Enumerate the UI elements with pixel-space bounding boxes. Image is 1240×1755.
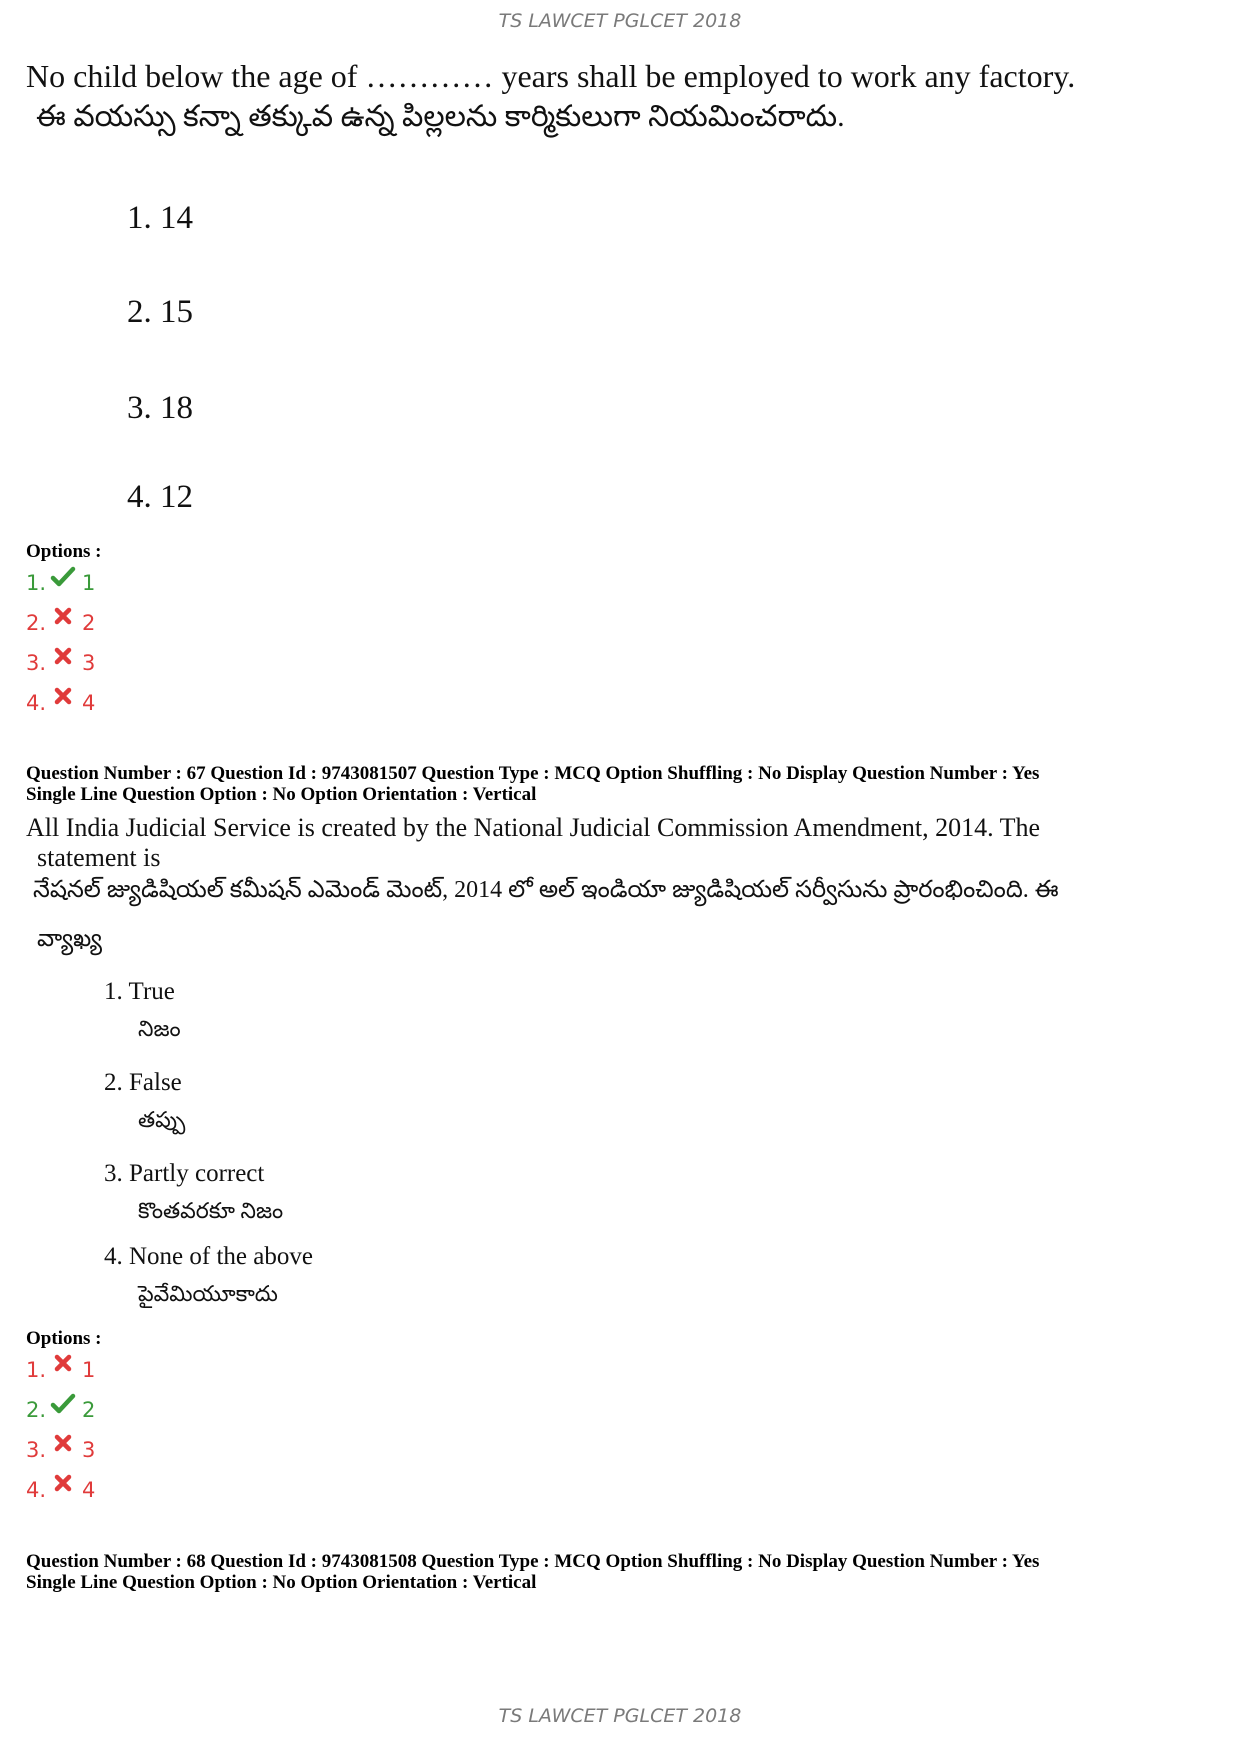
q67-option-1: [26, 1358, 95, 1382]
q66-choice-4: 4. 12: [127, 479, 193, 515]
q66-option-1: [26, 571, 95, 595]
q68-meta-line-2: Single Line Question Option : No Option Orientation : Vertical: [26, 1572, 537, 1593]
cross-icon: [50, 645, 76, 669]
page-header: TS LAWCET PGLCET 2018: [498, 10, 742, 32]
option-number: 2.: [26, 611, 47, 635]
q67-meta-line-2: Single Line Question Option : No Option Orientation : Vertical: [26, 784, 537, 805]
option-value: 4: [82, 691, 96, 715]
page-footer: TS LAWCET PGLCET 2018: [498, 1705, 742, 1727]
q66-question-english: No child below the age of ………… years shall be employed to work any factory.: [26, 58, 1076, 94]
option-number: 4.: [26, 691, 47, 715]
q67-option-2: [26, 1398, 95, 1422]
q66-choice-2: 2. 15: [127, 294, 193, 330]
q67-choice-2-en: 2. False: [104, 1069, 182, 1096]
option-value: 2: [82, 1398, 96, 1422]
q67-choice-4-en: 4. None of the above: [104, 1243, 313, 1270]
option-value: 1: [82, 571, 96, 595]
option-value: 4: [82, 1478, 96, 1502]
option-value: 3: [82, 651, 96, 675]
cross-icon: [50, 1352, 76, 1376]
option-value: 2: [82, 611, 96, 635]
check-icon: [50, 1392, 76, 1416]
q66-choice-1: 1. 14: [127, 200, 193, 236]
option-number: 2.: [26, 1398, 47, 1422]
q66-option-3: [26, 651, 95, 675]
check-icon: [50, 565, 76, 589]
q67-meta-line-1: Question Number : 67 Question Id : 9743081507 Question Type : MCQ Option Shuffling : No Display Question Number : Yes: [26, 763, 1040, 784]
cross-icon: [50, 685, 76, 709]
q67-choice-4-te: పైవేమియూకాదు: [138, 1281, 278, 1306]
q66-question-telugu: ఈ వయస్సు కన్నా తక్కువ ఉన్న పిల్లలను కార్మికులుగా నియమించరాదు.: [36, 100, 845, 133]
cross-icon: [50, 1472, 76, 1496]
q66-options-title: Options :: [26, 541, 102, 562]
q66-option-2: [26, 611, 95, 635]
q67-choice-3-te: కొంతవరకూ నిజం: [138, 1198, 284, 1223]
q67-question-english: All India Judicial Service is created by the National Judicial Commission Amendment, 2014. The: [26, 813, 1041, 842]
q67-options-title: Options :: [26, 1328, 102, 1349]
cross-icon: [50, 1432, 76, 1456]
cross-icon: [50, 605, 76, 629]
option-value: 3: [82, 1438, 96, 1462]
q67-option-3: [26, 1438, 95, 1462]
option-value: 1: [82, 1358, 96, 1382]
option-number: 1.: [26, 1358, 47, 1382]
q67-option-4: [26, 1478, 95, 1502]
q67-question-english-cont: statement is: [37, 843, 161, 872]
q67-question-telugu: నేషనల్ జ్యుడిషియల్ కమీషన్ ఎమెండ్ మెంట్, 2014 లో అల్ ఇండియా జ్యుడిషియల్ సర్వీసును ప్రారంభించింది. ఈ: [33, 877, 1059, 903]
q66-choice-3: 3. 18: [127, 390, 193, 426]
option-number: 1.: [26, 571, 47, 595]
option-number: 3.: [26, 651, 47, 675]
q68-meta-line-1: Question Number : 68 Question Id : 9743081508 Question Type : MCQ Option Shuffling : No Display Question Number : Yes: [26, 1551, 1040, 1572]
option-number: 4.: [26, 1478, 47, 1502]
q66-option-4: [26, 691, 95, 715]
q67-choice-3-en: 3. Partly correct: [104, 1160, 265, 1187]
q67-choice-1-en: 1. True: [104, 978, 175, 1005]
q67-choice-2-te: తప్పు: [138, 1107, 186, 1132]
q67-question-telugu-cont: వ్యాఖ్య: [37, 926, 102, 952]
q67-choice-1-te: నిజం: [138, 1016, 181, 1041]
option-number: 3.: [26, 1438, 47, 1462]
